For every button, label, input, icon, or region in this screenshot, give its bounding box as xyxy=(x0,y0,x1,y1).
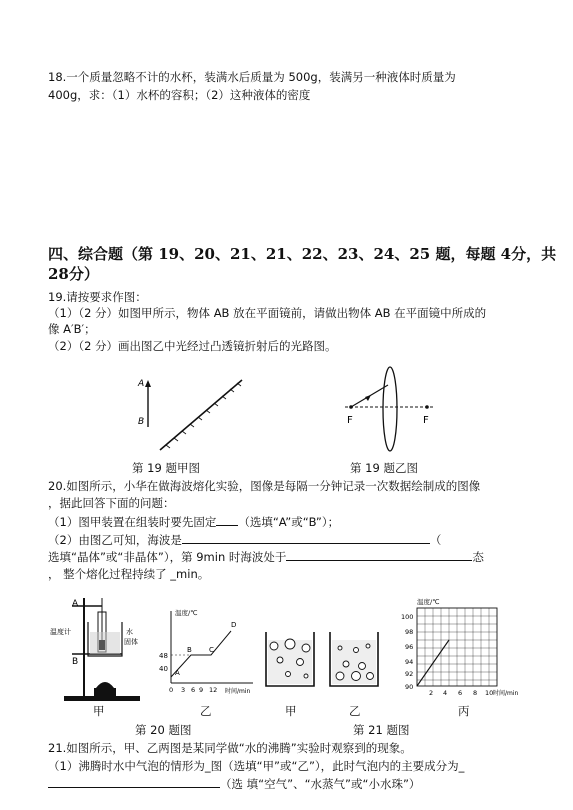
q20-part2-text: （2）由图乙可知，海波是 xyxy=(48,533,182,547)
tick-48: 48 xyxy=(159,652,168,660)
q20-part2-tail: （ xyxy=(429,533,442,547)
q20-graph xyxy=(157,605,257,695)
q21-graph xyxy=(395,596,520,704)
q20-fig-caption: 第 20 题图 xyxy=(135,723,192,737)
answer-blank[interactable] xyxy=(216,514,238,526)
convex-lens xyxy=(383,367,397,451)
label-b: B xyxy=(138,417,145,427)
q21-fig-yi: 乙 xyxy=(349,704,361,718)
x-tick: 4 xyxy=(443,689,448,697)
y-tick: 92 xyxy=(405,670,414,678)
label-thermometer: 温度计 xyxy=(50,628,71,636)
tick-9: 9 xyxy=(199,686,204,694)
answer-blank[interactable] xyxy=(48,776,220,788)
q20-part1 xyxy=(48,514,339,529)
point-d: D xyxy=(231,621,237,629)
y-axis-label: 温度/℃ xyxy=(175,609,198,617)
melting-curve xyxy=(171,631,231,677)
q21-part1-tail: （选 填“空气”、“水蒸气”或“小水珠”） xyxy=(220,777,421,791)
section4-title: 四、综合题（第 19、20、21、21、22、23、24、25 题，每题 4分，共 xyxy=(48,245,557,263)
label-f-left: F xyxy=(347,415,353,426)
ray-arrow-icon xyxy=(365,395,371,401)
stand-base xyxy=(64,696,140,701)
x-tick: 2 xyxy=(429,689,434,697)
q19-figure-yi xyxy=(335,365,445,457)
x-tick: 8 xyxy=(473,689,478,697)
answer-blank[interactable] xyxy=(286,549,472,561)
point-b: B xyxy=(187,646,192,654)
section4-title-cont: 28分） xyxy=(48,265,99,283)
lamp xyxy=(94,688,116,696)
tick-40: 40 xyxy=(159,665,168,673)
q20-part1-tail: （选填“A”或“B”）； xyxy=(238,515,340,529)
q19-fig-b-caption: 第 19 题乙图 xyxy=(350,461,418,475)
q20-part2-cont xyxy=(48,549,484,564)
solid xyxy=(99,640,105,650)
y-tick: 94 xyxy=(405,658,414,666)
y-tick: 100 xyxy=(401,613,414,621)
label-b: B xyxy=(72,657,79,667)
q20-part2-tail2: 态 xyxy=(472,550,484,564)
q20-part2 xyxy=(48,532,441,547)
y-tick: 90 xyxy=(405,683,414,691)
q21-line1: 21.如图所示，甲、乙两图是某同学做“水的沸腾”实验时观察到的现象。 xyxy=(48,741,412,755)
q19-part1-cont: 像 A′B′； xyxy=(48,322,96,336)
x-axis-label: 时间/min xyxy=(225,688,251,695)
q21-part1-cont xyxy=(48,776,420,791)
y-axis-label: 温度/℃ xyxy=(417,598,440,606)
q21-part1: （1）沸腾时水中气泡的情形为_图（选填“甲”或“乙”），此时气泡内的主要成分为_ xyxy=(48,759,465,773)
y-tick: 98 xyxy=(405,628,414,636)
q19-part2: （2）（2 分）画出图乙中光经过凸透镜折射后的光路图。 xyxy=(48,339,337,353)
tick-6: 6 xyxy=(191,686,196,694)
mirror-hatching xyxy=(166,383,241,448)
q19-part1: （1）（2 分）如图甲所示，物体 AB 放在平面镜前，请做出物体 AB 在平面镜中所成的 xyxy=(48,306,487,320)
q20-part2-text2: 选填“晶体”或“非晶体”），第 9min 时海波处于 xyxy=(48,550,287,564)
label-a: A xyxy=(138,379,145,389)
arrow-head-icon xyxy=(145,380,151,387)
label-f-right: F xyxy=(423,415,429,426)
plane-mirror xyxy=(160,380,242,450)
q20-part1-text: （1）图甲装置在组装时要先固定 xyxy=(48,515,217,529)
q21-beaker-jia xyxy=(262,628,318,692)
q20-fig-yi: 乙 xyxy=(200,704,212,718)
x-axis-label: 时间/min xyxy=(493,690,519,697)
q20-fig-jia: 甲 xyxy=(93,704,105,718)
q19-figure-jia xyxy=(130,372,250,454)
label-water: 水 xyxy=(126,628,133,636)
q18-line1: 18.一个质量忽略不计的水杯，装满水后质量为 500g，装满另一种液体时质量为 xyxy=(48,70,456,84)
q21-beaker-yi xyxy=(326,628,382,692)
q21-fig-jia: 甲 xyxy=(285,704,297,718)
q20-apparatus xyxy=(50,592,150,710)
x-tick: 10 xyxy=(485,689,494,697)
q20-part3: ， 整个熔化过程持续了 _min。 xyxy=(48,567,210,581)
label-a: A xyxy=(72,599,79,609)
q19-intro: 19.请按要求作图： xyxy=(48,290,147,304)
tick-12: 12 xyxy=(209,686,218,694)
q21-fig-caption: 第 21 题图 xyxy=(353,723,410,737)
point-c: C xyxy=(209,646,214,654)
q20-line2: ，据此回答下面的问题： xyxy=(48,496,175,510)
tick-3: 3 xyxy=(181,686,186,694)
q20-line1: 20.如图所示，小华在做海波熔化实验，图像是每隔一分钟记录一次数据绘制成的图像 xyxy=(48,479,481,493)
q19-fig-a-caption: 第 19 题甲图 xyxy=(132,461,200,475)
x-tick: 6 xyxy=(458,689,463,697)
q18-line2: 400g，求：（1）水杯的容积；（2）这种液体的密度 xyxy=(48,88,311,102)
tick-0: 0 xyxy=(169,686,174,694)
q21-fig-bing: 丙 xyxy=(458,704,470,718)
y-tick: 96 xyxy=(405,643,414,651)
grid-lines xyxy=(417,608,497,686)
label-solid: 固体 xyxy=(124,638,138,646)
focus-right xyxy=(425,405,429,409)
point-a: A xyxy=(175,669,180,677)
flame-icon xyxy=(96,682,114,688)
answer-blank[interactable] xyxy=(182,532,430,544)
